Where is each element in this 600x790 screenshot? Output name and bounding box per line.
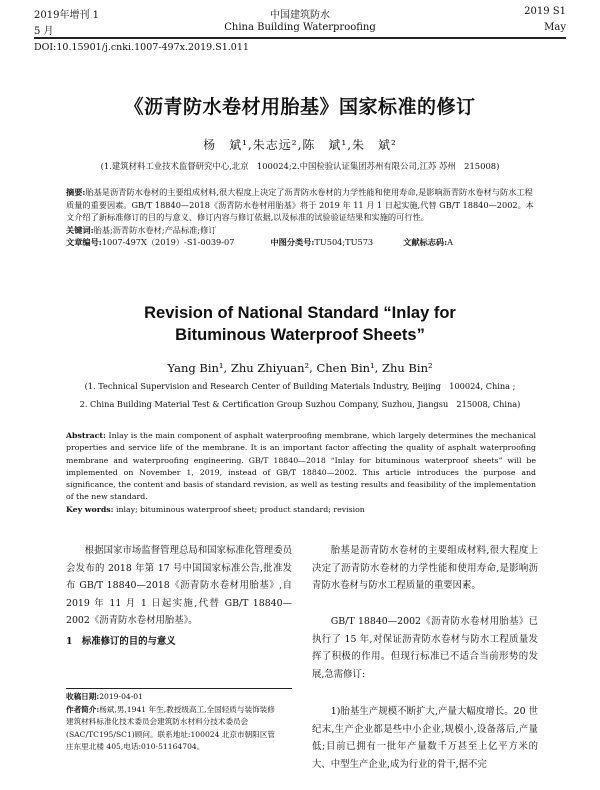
article-no: 1007-497X（2019）-S1-0039-07: [101, 237, 235, 247]
journal-name-en: China Building Waterproofing: [224, 22, 376, 33]
footnote: [66, 691, 276, 754]
body-left-para1: 根据国家市场监督管理总局和国家标准化管理委员会发布的 2018 年第 17 号中国国家标准公告,批准发布 GB/T 18840—2018《沥青防水卷材用胎基》,自 2019 年 11 月 1 日起实施,代替 GB/T 18840—2002《沥青防水卷材用胎基》。: [66, 545, 292, 627]
title-en-line1: Revision of National Standard “Inlay for: [144, 304, 456, 322]
keywords-cn-label: 关键词:: [66, 224, 94, 235]
body-right-para1: 胎基是沥青防水卷材的主要组成材料,很大程度上决定了沥青防水卷材的力学性能和使用寿命,是影响沥青防水卷材与防水工程质量的重要因素。: [312, 545, 538, 592]
clc-label: 中图分类号:: [270, 237, 315, 247]
abstract-cn: [66, 186, 536, 249]
title-en-line2: Bituminous Waterproof Sheets”: [175, 326, 425, 344]
journal-issue-en: 2019 S1: [524, 6, 566, 17]
abstract-cn-label: 摘要:: [66, 187, 86, 197]
affiliation-en-2: 2. China Building Material Test & Certification Group Suzhou Company, Suzhou, Jiangsu 215008, China): [79, 399, 521, 409]
received-label: 收稿日期:: [66, 692, 100, 701]
abstract-cn-text: 胎基是沥青防水卷材的主要组成材料,很大程度上决定了沥青防水卷材的力学性能和使用寿命,是影响沥青防水卷材与防水工程质量的重要因素。GB/T 18840—2018《沥青防水卷材用胎基》将于 2019 年 11 月 1 日起实施,代替 GB/T 18840—2002。本文介绍了新标准修订的目的与意义、修订内容与修订依据,以及标准的试验验证结果和实施的可行性。: [66, 187, 534, 222]
doc-code-label: 文献标志码:: [403, 237, 448, 247]
footnote-rule: [66, 688, 292, 689]
abstract-en: [66, 430, 536, 516]
journal-month-en: May: [544, 22, 566, 33]
affiliation-en-1: (1. Technical Supervision and Research Center of Building Materials Industry, Beijing 100024, China ;: [84, 381, 516, 391]
affiliations-cn: (1.建筑材料工业技术监督研究中心,北京 100024;2.中国检验认证集团苏州有限公司,江苏 苏州 215008): [100, 161, 500, 171]
author-bio: 杨斌,男,1941 年生,教授级高工,全国轻质与装饰装修建筑材料标准化技术委员会建筑防水材料分技术委员会(SAC/TC195/SC1)顾问。联系地址:100024 北京市朝阳区管庄东里北楼 405,电话:010-51164704。: [66, 704, 276, 751]
abstract-en-text: Inlay is the main component of asphalt waterproofing membrane, which largely determines the mechanical properties and service life of the membrane. It is an important factor affecting the quality of asphalt waterproofing membrane and waterproofing engineering. GB/T 18840—2018 “Inlay for bituminous waterproof sheets” will be implemented on November 1, 2019, instead of GB/T 18840—2002. This article introduces the purpose and significance, the content and basis of standard revision, as well as testing results and feasibility of the implementation of the new standard.: [66, 431, 536, 502]
keywords-en-label: Key words:: [66, 504, 114, 514]
authors-en: Yang Bin¹, Zhu Zhiyuan², Chen Bin¹, Zhu Bin²: [167, 361, 433, 375]
page-title-en: [0, 302, 600, 346]
keywords-en: inlay; bituminous waterproof sheet; product standard; revision: [113, 504, 365, 514]
doc-code: A: [447, 237, 454, 247]
journal-month: 5 月: [34, 26, 54, 37]
journal-issue: 2019年增刊 1: [34, 10, 99, 21]
body-right-para3: 1)胎基生产规模不断扩大,产量大幅度增长。20 世纪末,生产企业都是些中小企业,规模小,设备落后,产量低;目前已拥有一批年产量数千万甚至上亿平方米的大、中型生产企业,成为行业的骨干,据不完: [312, 706, 538, 770]
author-bio-label: 作者简介:: [66, 704, 100, 714]
received-date: 2019-04-01: [99, 692, 143, 701]
abstract-en-label: Abstract:: [66, 431, 106, 440]
article-no-label: 文章编号:: [66, 237, 102, 247]
page-title-cn: 《沥青防水卷材用胎基》国家标准的修订: [124, 96, 476, 118]
body-right-para2: GB/T 18840—2002《沥青防水卷材用胎基》已执行了 15 年,对保证沥青防水卷材与防水工程质量发挥了积极的作用。但现行标准已不适合当前形势的发展,急需修订:: [312, 616, 538, 680]
journal-name-cn: 中国建筑防水: [270, 10, 330, 21]
authors-cn: 杨 斌¹,朱志远²,陈 斌¹,朱 斌²: [203, 138, 397, 152]
doi[interactable]: DOI:10.15901/j.cnki.1007-497x.2019.S1.011: [34, 42, 249, 53]
keywords-cn: 胎基;沥青防水卷材;产品标准;修订: [93, 224, 217, 235]
section-heading-1: 1 标准修订的目的与意义: [66, 636, 176, 647]
header-rule: [34, 37, 566, 39]
clc-code: TU504;TU573: [314, 237, 374, 247]
